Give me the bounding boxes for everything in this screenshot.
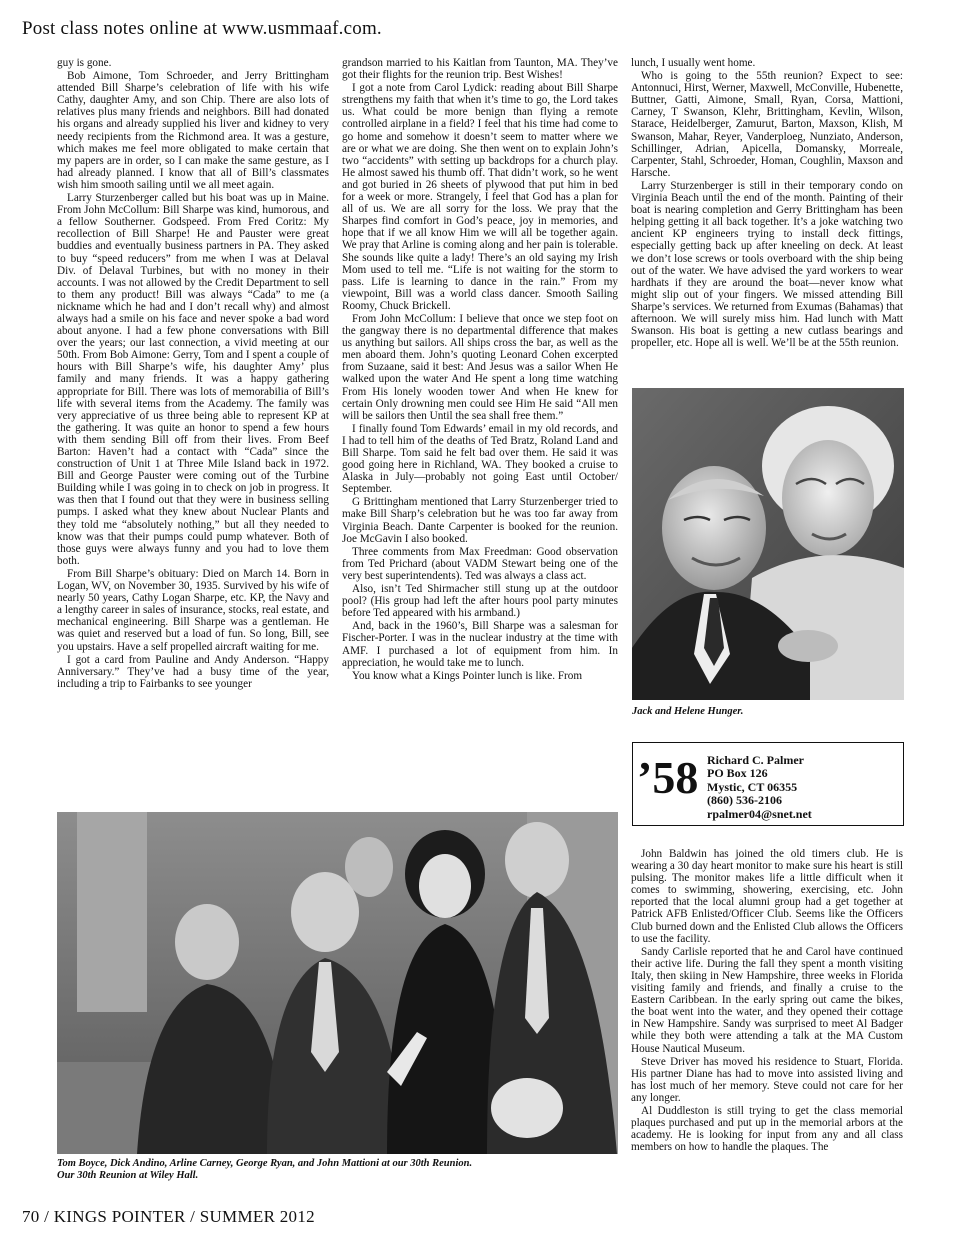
article-paragraph: I finally found Tom Edwards’ email in my old records, and I had to tell him of the deaths of Ted Bratz, Roland Land and Bill Sharpe. Tom said he felt bad over them. He said it was good going here in Richland, WA. They booked a cruise to Alaska in July—probably not going East until October/ September. <box>342 422 618 496</box>
secretary-po-box: PO Box 126 <box>707 766 768 781</box>
article-paragraph: guy is gone. <box>57 57 112 69</box>
secretary-city: Mystic, CT 06355 <box>707 779 798 794</box>
page-header: Post class notes online at www.usmmaaf.com. <box>22 18 382 39</box>
photo-reunion-caption <box>57 1158 618 1182</box>
article-paragraph: I got a card from Pauline and Andy Anderson. “Happy Anniversary.” They’ve had a busy time of the year, including a trip to Fairbanks to see younger <box>57 653 329 690</box>
page-footer: 70 / KINGS POINTER / SUMMER 2012 <box>22 1207 315 1226</box>
article-paragraph: grandson married to his Kaitlan from Taunton, MA. They’ve got their flights for the reunion trip. Best Wishes! <box>342 57 618 82</box>
article-paragraph: I got a note from Carol Lydick: reading about Bill Sharpe strengthens my faith that when it’s time to go, the Lord takes us. What could be more benign than flying a remote controlled airplane in a field? I feel that his time had come to go home and somehow it doesn’t seem to matter where we are or what we are doing. She then went on to explain John’s two “accidents” with setting up backdrops for a church play. He almost sawed his thumb off. That didn’t work, so he went and got buried in 26 sheets of plywood that put him in bed for a week or more. Strangely, I feel that God has a plan for all of us. We are all sorry for the loss. We pray that the Sharpes find comfort in God’s peace, joy in memories, and hope that if we all know Him we will all be together again. We pray that Arline is coming along and her pain is tolerable. She sounds like quite a lady! There’s an old saying my Irish Mom used to tell me. “Life is not waiting for the storm to pass. Life is learning to dance in the rain.” From my viewpoint, Bill was a world class dancer. Smooth Sailing Roomy, Chuck Brickell. <box>342 82 618 312</box>
class-contact-box <box>632 742 904 826</box>
photo-reunion-image <box>57 812 618 1154</box>
secretary-name: Richard C. Palmer <box>707 753 804 767</box>
photo-hunger-couple <box>632 388 904 700</box>
article-paragraph: Larry Sturzenberger called but his boat was up in Maine. From John McCollum: Bill Sharpe was kind, humorous, and a fellow Southerner. Godspeed. From Fred Coritz: My recollection of Bill Sharpe! He and Pauster were great buddies and eventually business partners in PA. They asked to buy “speed reducers” from me when I was at Delaval Div. of Delaval Turbines, but with no money in their accounts. I was not allowed by the Credit Department to sell to them any product! Bill was always “Cada” to me (a nickname which he had and I don’t recall why) and almost always had a smile on his face and never spoke a bad word about anyone. I had a few phone conversations with Bill over the years; our last connection, a vivid meeting at our 50th. From Bob Aimone: Gerry, Tom and I spent a couple of hours with Bill Sharpe’s wife, his daughter Amy’ plus family and many friends. It was a happy gathering appropriate for Bill. There was lots of memorabilia of Bill’s life with several items from the Academy. The family was very appreciative of us three being able to represent KP at the gathering. It was quite an honor to spend a few hours with them sending Bill off from their lives. From Beef Barton: Haven’t had a contact with “Cada” since the construction of Unit 1 at Three Mile Island back in 1972. Bill and George Pauster were coming out of the Turbine Building while I was going in to check on job in progress. It was then that I found out that they were in business selling pumps. I asked what they knew about Nuclear Plants and they told me “absolutely nothing,” but all they needed to know was that their pumps could pump whatever. Both of those guys were always funny and you had to love them both. <box>57 192 329 567</box>
article-paragraph: Also, isn’t Ted Shirmacher still stung up at the outdoor pool? (His group had left the after hours pool party minutes before Ted appeared with his armband.) <box>342 583 618 620</box>
article-paragraph: Al Duddleston is still trying to get the class memorial plaques purchased and put up in the memorial arbors at the academy. He is looking for input from any and all class members on how to handle the plaques. The <box>631 1104 903 1154</box>
article-paragraph: From John McCollum: I believe that once we step foot on the gangway there is no departmental difference that makes us anything but sailors. All ships cross the bar, as well as the men aboard them. John’s quoting Leonard Cohen excerpted from Suzaane, said it best: And Jesus was a sailor When He walked upon the water And He spent a long time watching From His lonely wooden tower And when He knew for certain Only drowning men could see Him He said “All men will be sailors then Until the sea shall free them.” <box>342 312 618 422</box>
article-paragraph: Steve Driver has moved his residence to Stuart, Florida. His partner Diane has had to move into assisted living and has lost much of her memory. Steve could not care for her any longer. <box>631 1055 903 1104</box>
article-paragraph: And, back in the 1960’s, Bill Sharpe was a salesman for Fischer-Porter. I was in the nuclear industry at the time with AMF. I purchased a lot of equipment from him. In appreciation, he would take me to lunch. <box>342 620 618 669</box>
photo-reunion-caption-line2: Our 30th Reunion at Wiley Hall. <box>57 1170 199 1181</box>
photo-reunion-group <box>57 812 618 1154</box>
secretary-phone: (860) 536-2106 <box>707 793 782 808</box>
photo-hunger-image <box>632 388 904 700</box>
column-3-top <box>631 57 903 429</box>
article-paragraph: Three comments from Max Freedman: Good observation from Ted Prichard (about VADM Stewart being one of the very best superintendents). Ted was always a class act. <box>342 545 618 582</box>
class-year: ’58 <box>637 752 699 803</box>
column-3-bottom <box>631 848 903 1183</box>
article-paragraph: Larry Sturzenberger is still in their temporary condo on Virginia Beach until the end of the month. Painting of their boat is nearing completion and Gerry Brittingham has been helping getting it all back together. It’s a joke watching two ancient KP engineers trying to install deck fittings, especially getting back up after kneeling on deck. At least we don’t lose screws or tools overboard with the ship being out of the water. We have advised the yard workers to wear hardhats if they are around the boat—never know what might slip out of your fingers. We missed attending Bill Sharpe’s services. We returned from Exumas (Bahamas) that afternoon. We will surely miss him. Had lunch with Matt Swanson. His boat is getting a new cutlass bearings and propeller, etc. Hope all is well. We’ll be at the 55th reunion. <box>631 179 903 350</box>
article-paragraph: John Baldwin has joined the old timers club. He is wearing a 30 day heart monitor to make sure his heart is still pulsing. The monitor makes life a little difficult when it comes to swimming, showering, exercising, etc. John reported that the local alumni group had a get together at Patrick AFB Enlisted/Officer Club. Seems like the Officers Club burned down and the Enlisted Club allows the Officers to use the facility. <box>631 848 903 945</box>
photo-hunger-caption: Jack and Helene Hunger. <box>632 706 744 717</box>
article-paragraph: G Brittingham mentioned that Larry Sturzenberger tried to make Bill Sharp’s celebration but he was too far away from Virginia Beach. Dante Carpenter is booked for the reunion. Joe McGavin I also booked. <box>342 496 618 545</box>
secretary-email: rpalmer04@snet.net <box>707 806 812 821</box>
article-paragraph: Sandy Carlisle reported that he and Carol have continued their active life. During the fall they spent a month visiting Italy, then skiing in New Hampshire, three weeks in Florida visiting family and friends, and finally a cruise to the Eastern Caribbean. In the early spring out came the bikes, the boat went into the water, and they opened their cottage in New Hampshire. Sandy was surprised to meet Al Badger while they both were attending a talk at the MA Custom House Nautical Museum. <box>631 945 903 1055</box>
column-1 <box>57 57 329 793</box>
article-paragraph: From Bill Sharpe’s obituary: Died on March 14. Born in Logan, WV, on November 30, 1935. Survived by his wife of nearly 50 years, Cathy Logan Sharpe, etc. KP, the Navy and a lengthy career in sales of insurance, stocks, real estate, and mechanical engineering. Bill Sharpe was a gentleman. He was quiet and reserved but a load of fun. So long, Bill, see you upstairs. Have a self propelled aircraft waiting for me. <box>57 567 329 653</box>
article-paragraph: lunch, I usually went home. <box>631 57 756 69</box>
column-2 <box>342 57 618 797</box>
class-secretary-address <box>707 754 812 821</box>
photo-reunion-caption-line1: Tom Boyce, Dick Andino, Arline Carney, George Ryan, and John Mattioni at our 30th Reunion. <box>57 1158 473 1169</box>
article-paragraph: Bob Aimone, Tom Schroeder, and Jerry Brittingham attended Bill Sharpe’s celebration of life with his wife Cathy, daughter Amy, and son Chip. There are also lots of relatives plus many friends and neighbors. Bill had donated his organs and already supplied his liver and kidney to very needy recipients from the Richmond area. It was a gesture, which makes me feel more obligated to make certain that my papers are in order, so I can make the same gesture, as I had already planned. I know that all of Bill’s classmates wish him smooth sailing until we all meet again. <box>57 70 329 191</box>
article-paragraph: Who is going to the 55th reunion? Expect to see: Antonnuci, Hirst, Werner, Maxwell, McConville, Hubenette, Buttner, Gatti, Aimone, Small, Ryan, Corsa, Mattioni, Carney, T Swanson, Klehr, Brittingham, Kevlin, Wilson, Starace, Heidelberger, Zamurut, Barton, Maxson, Klish, M Swanson, Mahar, Reyer, Vanderploeg, Nunziato, Anderson, Schillinger, Adrian, Apicella, Domansky, Morreale, Carpenter, Stahl, Schroeder, Homan, Coughlin, Maxson and Harsche. <box>631 70 903 179</box>
article-paragraph: You know what a Kings Pointer lunch is like. From <box>352 669 583 682</box>
